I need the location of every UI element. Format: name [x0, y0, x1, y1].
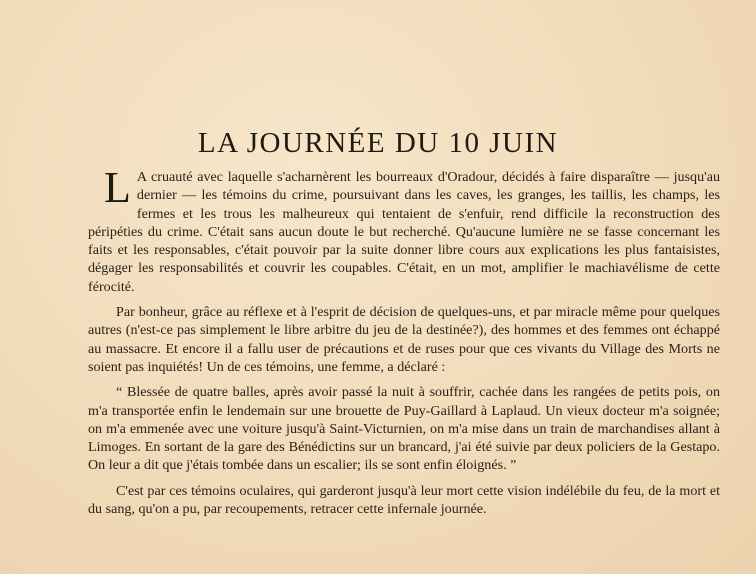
paragraph-1: [88, 163, 720, 296]
paragraph-3-quote: “ Blessée de quatre balles, après avoir passé la nuit à souffrir, cachée dans les rangées de petits pois, on m'a transportée enfin le lendemain sur une brouette de Puy-Gaillard à Laplaud. Un vieux docteur m'a soignée; on m'a emmenée avec une voiture jusqu'à Saint-Victurnien, on m'a mise dans un train de marchandises allant à Limoges. En sortant de la gare des Bénédictins sur un brancard, j'ai été suivie par deux policiers de la Gestapo. On leur a dit que j'étais tombée dans un escalier; ils se sont enfin éloignés. ”: [88, 384, 720, 474]
page-title: LA JOURNÉE DU 10 JUIN: [197, 127, 559, 160]
paragraph-1-text: A cruauté avec laquelle s'acharnèrent les bourreaux d'Oradour, décidés à faire disparaître — jusqu'au dernier — les témoins du crime, poursuivant dans les caves, les granges, les taillis, les champs, les fermes et les trous les malheureux qui tentaient de s'enfuir, rend difficile la reconstruction des péripéties du crime. C'était sans aucun doute le but recherché. Qu'aucune lumière ne se fasse concernant les faits et les responsables, c'était pouvoir par la suite donner libre cours aux explications les plus fantaisistes, dégager les responsabilités et couvrir les coupables. C'était, en un mot, amplifier le machiavélisme de cette férocité.: [88, 169, 720, 295]
drop-cap: L: [104, 163, 131, 212]
paragraph-2: Par bonheur, grâce au réflexe et à l'esprit de décision de quelques-uns, et par miracle même pour quelques autres (n'est-ce pas simplement le libre arbitre du jeu de la destinée?), des hommes et des femmes ont échappé au massacre. Et encore il a fallu user de précautions et de ruses pour que ces vivants du Village des Morts ne soient pas inquiétés! Un de ces témoins, une femme, a déclaré :: [88, 304, 720, 375]
paragraph-4: C'est par ces témoins oculaires, qui garderont jusqu'à leur mort cette vision indélébile du feu, de la mort et du sang, qu'on a pu, par recoupements, retracer cette infernale journée.: [88, 482, 720, 518]
article-body: [88, 163, 720, 518]
